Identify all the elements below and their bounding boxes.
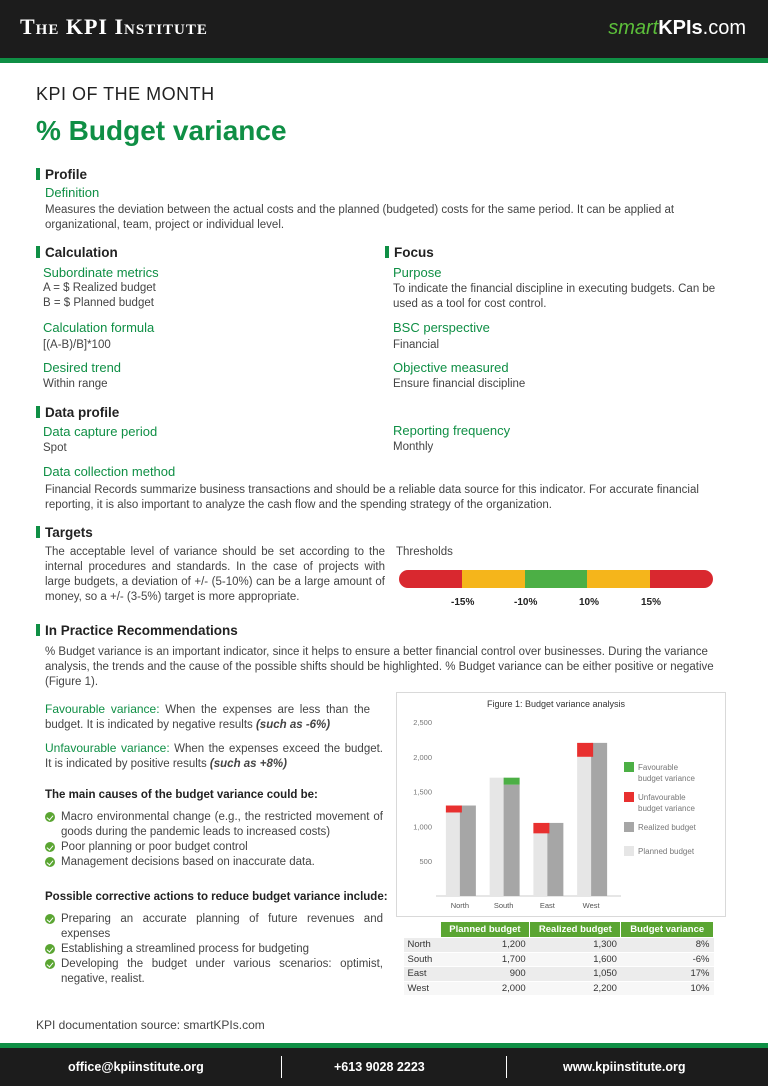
focus-heading: Focus xyxy=(385,245,434,260)
legend-label: Realized budget xyxy=(638,823,696,832)
metric-b: B = $ Planned budget xyxy=(43,297,154,309)
planned-bar xyxy=(446,812,462,896)
threshold-bar xyxy=(399,570,713,588)
threshold-segment xyxy=(399,570,462,588)
table-header-realized: Realized budget xyxy=(530,922,621,938)
threshold-tick: 10% xyxy=(579,597,600,608)
threshold-tick: 15% xyxy=(641,597,662,608)
objective-label: Objective measured xyxy=(393,360,509,375)
profile-heading: Profile xyxy=(36,167,87,182)
threshold-segment xyxy=(525,570,588,588)
smartkpis-logo: smartKPIs.com xyxy=(608,17,746,39)
table-header-empty xyxy=(404,922,441,938)
footer-separator xyxy=(281,1056,282,1078)
table-cell: 17% xyxy=(621,967,714,982)
objective: Ensure financial discipline xyxy=(393,378,526,390)
capture: Spot xyxy=(43,442,67,454)
legend-swatch xyxy=(624,846,634,856)
subordinate-metrics-label: Subordinate metrics xyxy=(43,265,159,280)
cause-item: Management decisions based on inaccurate data. xyxy=(45,855,383,870)
definition-text: Measures the deviation between the actual costs and the planned (budgeted) costs for the same period. It can be applied at organizational, team, project or individual level. xyxy=(45,204,675,231)
x-tick-label: West xyxy=(582,901,600,910)
table-cell: 1,300 xyxy=(530,938,621,953)
frequency: Monthly xyxy=(393,441,434,453)
formula-label: Calculation formula xyxy=(43,320,155,335)
table-row xyxy=(404,952,714,967)
legend-label: budget variance xyxy=(638,774,695,783)
y-tick-label: 1,000 xyxy=(413,822,432,832)
planned-bar xyxy=(490,778,506,896)
planned-bar xyxy=(577,757,593,896)
table-cell: 900 xyxy=(440,967,530,982)
footer-separator xyxy=(506,1056,507,1078)
planned-bar xyxy=(533,833,549,896)
realized-bar xyxy=(547,823,563,896)
realized-bar xyxy=(504,785,520,896)
table-cell: 1,600 xyxy=(530,952,621,967)
threshold-segment xyxy=(650,570,713,588)
y-tick-label: 2,500 xyxy=(413,718,432,727)
table-header-planned: Planned budget xyxy=(440,922,530,938)
table-cell: North xyxy=(404,938,441,953)
practice-heading: In Practice Recommendations xyxy=(36,623,238,638)
bsc: Financial xyxy=(393,339,440,351)
realized-bar xyxy=(591,743,607,896)
table-cell: West xyxy=(404,981,441,996)
y-tick-label: 500 xyxy=(419,857,432,867)
legend-swatch xyxy=(624,792,634,802)
causes-heading: The main causes of the budget variance could be: xyxy=(45,789,318,801)
table-cell: 1,700 xyxy=(440,952,530,967)
unfavourable-variance-mark xyxy=(533,823,549,833)
table-cell: 8% xyxy=(621,938,714,953)
frequency-label: Reporting frequency xyxy=(393,423,511,438)
targets-text: The acceptable level of variance should be set according to the internal procedures and standards. In the case of projects with large budgets, a deviation of +/- (5-10%) can be a large amount of money, so a +/- (3-5%) target is more appropriate. xyxy=(45,546,385,603)
table-row xyxy=(404,967,714,982)
collection: Financial Records summarize business transactions and should be a reliable data source for this indicator. For accurate financial reporting, it is also important to analyze the cash flow and the spending strategy of the organization. xyxy=(45,484,699,511)
x-tick-label: East xyxy=(539,901,555,910)
definition-label: Definition xyxy=(45,185,100,200)
table-cell: 1,200 xyxy=(440,938,530,953)
threshold-tick: -15% xyxy=(451,597,475,608)
table-cell: East xyxy=(404,967,441,982)
legend-label: Planned budget xyxy=(638,847,695,856)
budget-variance-chart xyxy=(396,692,726,917)
data-profile-heading: Data profile xyxy=(36,405,119,420)
footer-phone-link[interactable]: +613 9028 2223 xyxy=(334,1060,425,1074)
cause-item: Macro environmental change (e.g., the restricted movement of goods during the pandemic leads to increased costs) xyxy=(45,810,383,840)
chart-title: Figure 1: Budget variance analysis xyxy=(486,699,626,709)
targets-heading: Targets xyxy=(36,525,93,540)
action-item: Preparing an accurate planning of future revenues and expenses xyxy=(45,912,383,942)
page-title: % Budget variance xyxy=(36,115,287,146)
thresholds-label: Thresholds xyxy=(396,546,453,558)
calculation-heading: Calculation xyxy=(36,245,118,260)
actions-heading: Possible corrective actions to reduce budget variance include: xyxy=(45,891,388,903)
legend-label: budget variance xyxy=(638,804,695,813)
threshold-segment xyxy=(462,570,525,588)
table-cell: South xyxy=(404,952,441,967)
table-cell: -6% xyxy=(621,952,714,967)
kpi-institute-logo: The KPI Institute xyxy=(20,14,208,39)
threshold-tick: -10% xyxy=(514,597,538,608)
practice-intro: % Budget variance is an important indicator, since it helps to ensure a better financial control over businesses. During the variance analysis, the trends and the cause of the possible shifts should be highlighted. % Budget variance can be either positive or negative (Figure 1). xyxy=(45,646,714,688)
unfavourable-variance-mark xyxy=(577,743,593,757)
unfavourable-note: Unfavourable variance: When the expenses exceed the budget. It is indicated by positive results (such as +8%) xyxy=(45,741,383,770)
realized-bar xyxy=(460,806,476,896)
legend-label: Favourable xyxy=(638,763,679,772)
table-header-variance: Budget variance xyxy=(621,922,714,938)
formula: [(A-B)/B]*100 xyxy=(43,339,111,351)
trend: Within range xyxy=(43,378,108,390)
table-row xyxy=(404,938,714,953)
cause-item: Poor planning or poor budget control xyxy=(45,840,383,855)
table-cell: 2,200 xyxy=(530,981,621,996)
action-item: Developing the budget under various scenarios: optimist, negative, realist. xyxy=(45,957,383,987)
x-tick-label: South xyxy=(493,901,514,910)
budget-table xyxy=(403,921,714,996)
legend-label: Unfavourable xyxy=(638,793,686,802)
kpi-of-month-label: KPI OF THE MONTH xyxy=(36,84,215,104)
metric-a: A = $ Realized budget xyxy=(43,282,156,294)
bsc-label: BSC perspective xyxy=(393,320,490,335)
legend-swatch xyxy=(624,762,634,772)
threshold-segment xyxy=(587,570,650,588)
table-cell: 2,000 xyxy=(440,981,530,996)
x-tick-label: North xyxy=(450,901,470,910)
footer-website-link[interactable]: www.kpiinstitute.org xyxy=(563,1060,686,1074)
table-row xyxy=(404,981,714,996)
capture-label: Data capture period xyxy=(43,424,158,439)
footer-email-link[interactable]: office@kpiinstitute.org xyxy=(68,1060,204,1074)
actions-list xyxy=(45,912,383,987)
collection-label: Data collection method xyxy=(43,464,176,479)
top-accent-line xyxy=(0,58,768,63)
action-item: Establishing a streamlined process for budgeting xyxy=(45,942,383,957)
legend-swatch xyxy=(624,822,634,832)
trend-label: Desired trend xyxy=(43,360,122,375)
table-cell: 1,050 xyxy=(530,967,621,982)
favourable-variance-mark xyxy=(504,778,520,785)
causes-list xyxy=(45,810,383,870)
source-note: KPI documentation source: smartKPIs.com xyxy=(36,1018,265,1032)
y-tick-label: 1,500 xyxy=(413,787,432,797)
favourable-note: Favourable variance: When the expenses are less than the budget. It is indicated by negative results (such as -6%) xyxy=(45,702,370,731)
unfavourable-variance-mark xyxy=(446,806,462,813)
y-tick-label: 2,000 xyxy=(413,752,432,762)
purpose: To indicate the financial discipline in executing budgets. Can be used as a tool for cost control. xyxy=(393,283,716,310)
purpose-label: Purpose xyxy=(393,265,442,280)
table-cell: 10% xyxy=(621,981,714,996)
